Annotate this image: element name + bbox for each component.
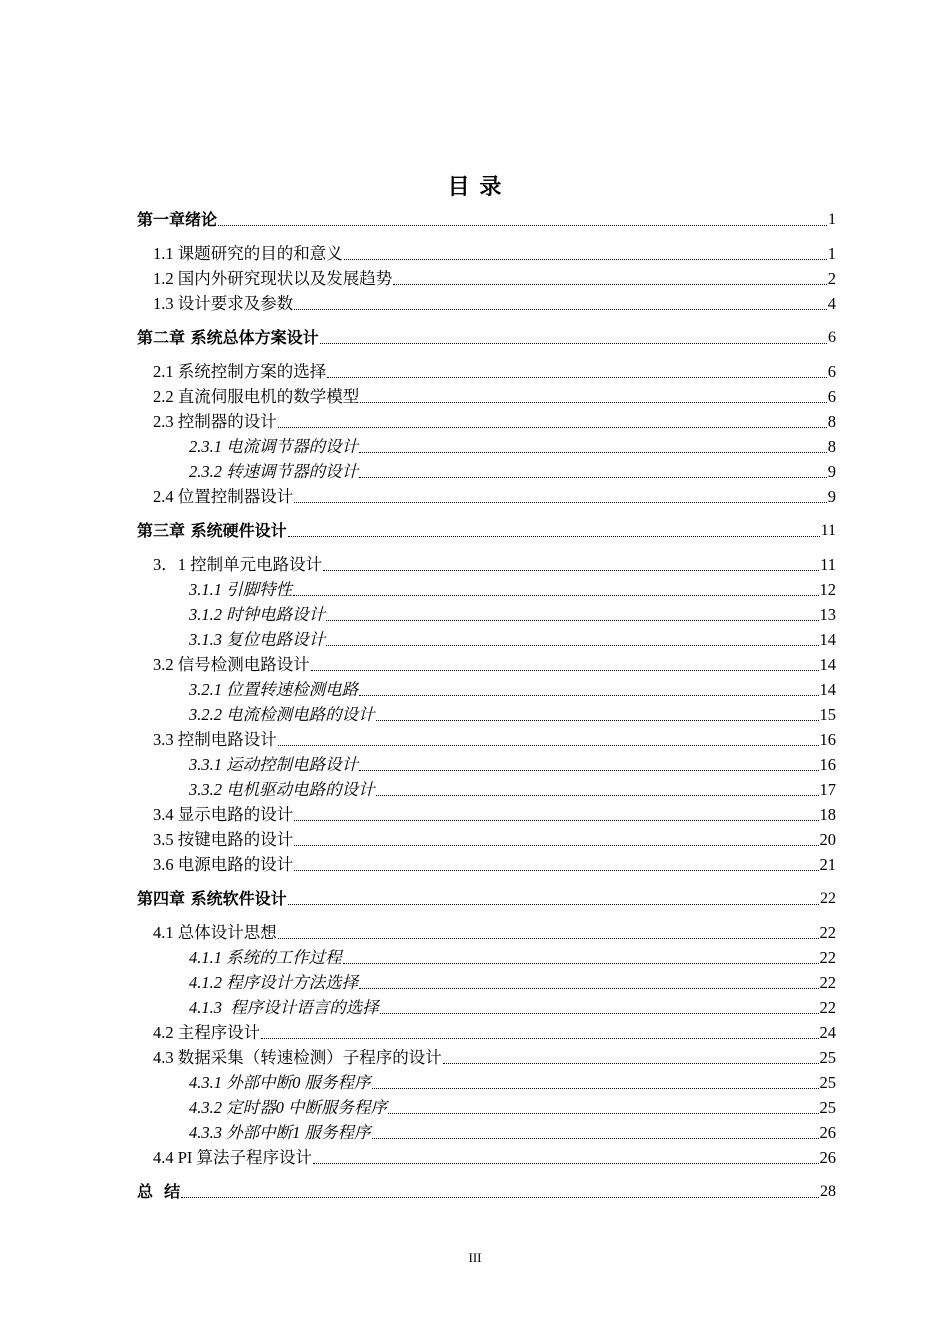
toc-entry-page: 16 bbox=[819, 730, 836, 749]
toc-entry-page: 22 bbox=[820, 890, 836, 907]
toc-entry-page: 16 bbox=[819, 755, 836, 774]
toc-entry-page: 20 bbox=[819, 830, 836, 849]
dot-leader bbox=[294, 308, 827, 310]
toc-entry-label: 4.1.1 系统的工作过程 bbox=[189, 948, 342, 967]
toc-entry-label: 4.3.1 外部中断0 服务程序 bbox=[189, 1073, 371, 1092]
toc-entry-page: 21 bbox=[819, 855, 836, 874]
toc-entry-label: 4.4 PI 算法子程序设计 bbox=[153, 1148, 313, 1167]
toc-entry-page: 22 bbox=[819, 998, 836, 1017]
toc-section-entry[interactable] bbox=[137, 775, 836, 800]
toc-section-entry[interactable] bbox=[137, 600, 836, 625]
dot-leader bbox=[359, 694, 818, 696]
toc-entry-label: 3.1.3 复位电路设计 bbox=[189, 630, 326, 649]
dot-leader bbox=[294, 844, 818, 846]
dot-leader bbox=[323, 569, 819, 571]
toc-entry-page: 14 bbox=[819, 630, 836, 649]
dot-leader bbox=[376, 794, 819, 796]
toc-section-entry[interactable] bbox=[137, 1118, 836, 1143]
toc-entry-label: 3.2 信号检测电路设计 bbox=[153, 655, 310, 674]
dot-leader bbox=[293, 594, 818, 596]
toc-entry-page: 26 bbox=[819, 1148, 836, 1167]
toc-entry-page: 4 bbox=[827, 294, 836, 313]
toc-entry-page: 12 bbox=[819, 580, 836, 599]
toc-entry-label: 总 结 bbox=[137, 1182, 181, 1201]
toc-entry-label: 3.4 显示电路的设计 bbox=[153, 805, 294, 824]
toc-entry-label: 1.1 课题研究的目的和意义 bbox=[153, 244, 343, 263]
dot-leader bbox=[218, 224, 827, 226]
toc-entry-label: 1.3 设计要求及参数 bbox=[153, 294, 294, 313]
toc-section-entry[interactable] bbox=[137, 1068, 836, 1093]
toc-entry-label: 2.3.2 转速调节器的设计 bbox=[189, 462, 359, 481]
dot-leader bbox=[344, 258, 827, 260]
dot-leader bbox=[278, 937, 819, 939]
dot-leader bbox=[372, 1137, 819, 1139]
toc-entry-page: 11 bbox=[820, 555, 836, 574]
toc-section-entry[interactable] bbox=[137, 357, 836, 382]
toc-entry-page: 9 bbox=[827, 487, 836, 506]
toc-entry-label: 2.4 位置控制器设计 bbox=[153, 487, 294, 506]
dot-leader bbox=[311, 669, 819, 671]
dot-leader bbox=[294, 869, 818, 871]
toc-entry-label: 4.3.3 外部中断1 服务程序 bbox=[189, 1123, 371, 1142]
dot-leader bbox=[359, 476, 827, 478]
toc-entry-label: 2.1 系统控制方案的选择 bbox=[153, 362, 327, 381]
toc-entry-label: 第一章绪论 bbox=[137, 210, 218, 229]
toc-section-entry[interactable] bbox=[137, 382, 836, 407]
toc-section-entry[interactable] bbox=[137, 432, 836, 457]
toc-entry-page: 17 bbox=[819, 780, 836, 799]
dot-leader bbox=[278, 744, 819, 746]
toc-entry-label: 2.3 控制器的设计 bbox=[153, 412, 277, 431]
toc-section-entry[interactable] bbox=[137, 918, 836, 943]
page-number-footer: III bbox=[468, 1250, 482, 1265]
toc-chapter-entry[interactable] bbox=[137, 1177, 836, 1202]
toc-section-entry[interactable] bbox=[137, 289, 836, 314]
toc-entry-page: 15 bbox=[819, 705, 836, 724]
dot-leader bbox=[288, 903, 819, 905]
toc-section-entry[interactable] bbox=[137, 1093, 836, 1118]
dot-leader bbox=[359, 987, 818, 989]
toc-entry-page: 22 bbox=[819, 973, 836, 992]
dot-leader bbox=[181, 1196, 819, 1198]
toc-section-entry[interactable] bbox=[137, 700, 836, 725]
toc-entry-page: 6 bbox=[827, 362, 836, 381]
toc-section-entry[interactable] bbox=[137, 407, 836, 432]
toc-section-entry[interactable] bbox=[137, 550, 836, 575]
toc-entry-page: 13 bbox=[819, 605, 836, 624]
toc-entry-label: 4.1.2 程序设计方法选择 bbox=[189, 973, 359, 992]
toc-entry-label: 3.3.2 电机驱动电路的设计 bbox=[189, 780, 375, 799]
toc-entry-label: 3.5 按键电路的设计 bbox=[153, 830, 294, 849]
dot-leader bbox=[443, 1062, 819, 1064]
toc-entry-page: 6 bbox=[828, 329, 836, 346]
toc-entry-label: 第二章 系统总体方案设计 bbox=[137, 328, 319, 347]
toc-entry-page: 22 bbox=[819, 948, 836, 967]
toc-chapter-entry[interactable] bbox=[137, 516, 836, 541]
toc-entry-label: 3.1.1 引脚特性 bbox=[189, 580, 293, 599]
toc-entry-page: 25 bbox=[819, 1098, 836, 1117]
toc-section-entry[interactable] bbox=[137, 850, 836, 875]
dot-leader bbox=[359, 451, 827, 453]
page-title: 目 录 bbox=[447, 174, 503, 200]
toc-section-entry[interactable] bbox=[137, 750, 836, 775]
toc-entry-page: 11 bbox=[820, 522, 836, 539]
dot-leader bbox=[376, 719, 819, 721]
toc-entry-label: 4.2 主程序设计 bbox=[153, 1023, 261, 1042]
dot-leader bbox=[261, 1037, 818, 1039]
toc-entry-label: 3.2.2 电流检测电路的设计 bbox=[189, 705, 375, 724]
toc-section-entry[interactable] bbox=[137, 650, 836, 675]
toc-entry-page: 25 bbox=[819, 1073, 836, 1092]
dot-leader bbox=[294, 501, 827, 503]
toc-chapter-entry[interactable] bbox=[137, 205, 836, 230]
toc-entry-label: 3.2.1 位置转速检测电路 bbox=[189, 680, 359, 699]
toc-section-entry[interactable] bbox=[137, 993, 836, 1018]
toc-section-entry[interactable] bbox=[137, 675, 836, 700]
toc-entry-page: 8 bbox=[827, 437, 836, 456]
toc-entry-label: 3.3.1 运动控制电路设计 bbox=[189, 755, 359, 774]
toc-entry-page: 18 bbox=[819, 805, 836, 824]
toc-section-entry[interactable] bbox=[137, 943, 836, 968]
dot-leader bbox=[359, 769, 818, 771]
toc-entry-page: 25 bbox=[819, 1048, 836, 1067]
toc-entry-page: 6 bbox=[827, 387, 836, 406]
dot-leader bbox=[360, 401, 827, 403]
toc-entry-label: 2.3.1 电流调节器的设计 bbox=[189, 437, 359, 456]
toc-entry-label: 4.3.2 定时器0 中断服务程序 bbox=[189, 1098, 387, 1117]
toc-section-entry[interactable] bbox=[137, 457, 836, 482]
toc-entry-label: 1.2 国内外研究现状以及发展趋势 bbox=[153, 269, 393, 288]
toc-section-entry[interactable] bbox=[137, 239, 836, 264]
dot-leader bbox=[327, 376, 827, 378]
toc-entry-page: 22 bbox=[819, 923, 836, 942]
toc-entry-page: 1 bbox=[827, 244, 836, 263]
toc-entry-label: 2.2 直流伺服电机的数学模型 bbox=[153, 387, 360, 406]
toc-entry-label: 3.3 控制电路设计 bbox=[153, 730, 277, 749]
dot-leader bbox=[278, 426, 827, 428]
toc-section-entry[interactable] bbox=[137, 800, 836, 825]
toc-entry-label: 4.1.3 程序设计语言的选择 bbox=[189, 998, 379, 1017]
dot-leader bbox=[326, 644, 818, 646]
toc-section-entry[interactable] bbox=[137, 968, 836, 993]
toc-entry-label: 第三章 系统硬件设计 bbox=[137, 521, 287, 540]
toc-section-entry[interactable] bbox=[137, 1143, 836, 1168]
dot-leader bbox=[313, 1162, 818, 1164]
toc-entry-page: 1 bbox=[828, 211, 836, 228]
toc-section-entry[interactable] bbox=[137, 725, 836, 750]
toc-entry-label: 第四章 系统软件设计 bbox=[137, 889, 287, 908]
toc-chapter-entry[interactable] bbox=[137, 323, 836, 348]
dot-leader bbox=[326, 619, 818, 621]
toc-section-entry[interactable] bbox=[137, 1018, 836, 1043]
toc-entry-page: 2 bbox=[827, 269, 836, 288]
toc-entry-label: 4.1 总体设计思想 bbox=[153, 923, 277, 942]
dot-leader bbox=[294, 819, 818, 821]
toc-entry-label: 3．1 控制单元电路设计 bbox=[153, 555, 323, 574]
toc-section-entry[interactable] bbox=[137, 825, 836, 850]
toc-entry-page: 14 bbox=[819, 655, 836, 674]
dot-leader bbox=[320, 342, 827, 344]
toc-entry-page: 8 bbox=[827, 412, 836, 431]
toc-entry-page: 14 bbox=[819, 680, 836, 699]
toc-section-entry[interactable] bbox=[137, 482, 836, 507]
toc-section-entry[interactable] bbox=[137, 1043, 836, 1068]
toc-chapter-entry[interactable] bbox=[137, 884, 836, 909]
dot-leader bbox=[380, 1012, 819, 1014]
toc-section-entry[interactable] bbox=[137, 264, 836, 289]
dot-leader bbox=[288, 535, 820, 537]
dot-leader bbox=[372, 1087, 819, 1089]
toc-section-entry[interactable] bbox=[137, 575, 836, 600]
toc-section-entry[interactable] bbox=[137, 625, 836, 650]
toc-entry-page: 24 bbox=[819, 1023, 836, 1042]
toc-entry-page: 28 bbox=[820, 1183, 836, 1200]
toc-entry-page: 9 bbox=[827, 462, 836, 481]
dot-leader bbox=[388, 1112, 819, 1114]
dot-leader bbox=[393, 283, 827, 285]
toc-entry-page: 26 bbox=[819, 1123, 836, 1142]
table-of-contents bbox=[137, 205, 836, 1202]
toc-entry-label: 3.6 电源电路的设计 bbox=[153, 855, 294, 874]
toc-entry-label: 4.3 数据采集（转速检测）子程序的设计 bbox=[153, 1048, 442, 1067]
toc-entry-label: 3.1.2 时钟电路设计 bbox=[189, 605, 326, 624]
dot-leader bbox=[343, 962, 819, 964]
